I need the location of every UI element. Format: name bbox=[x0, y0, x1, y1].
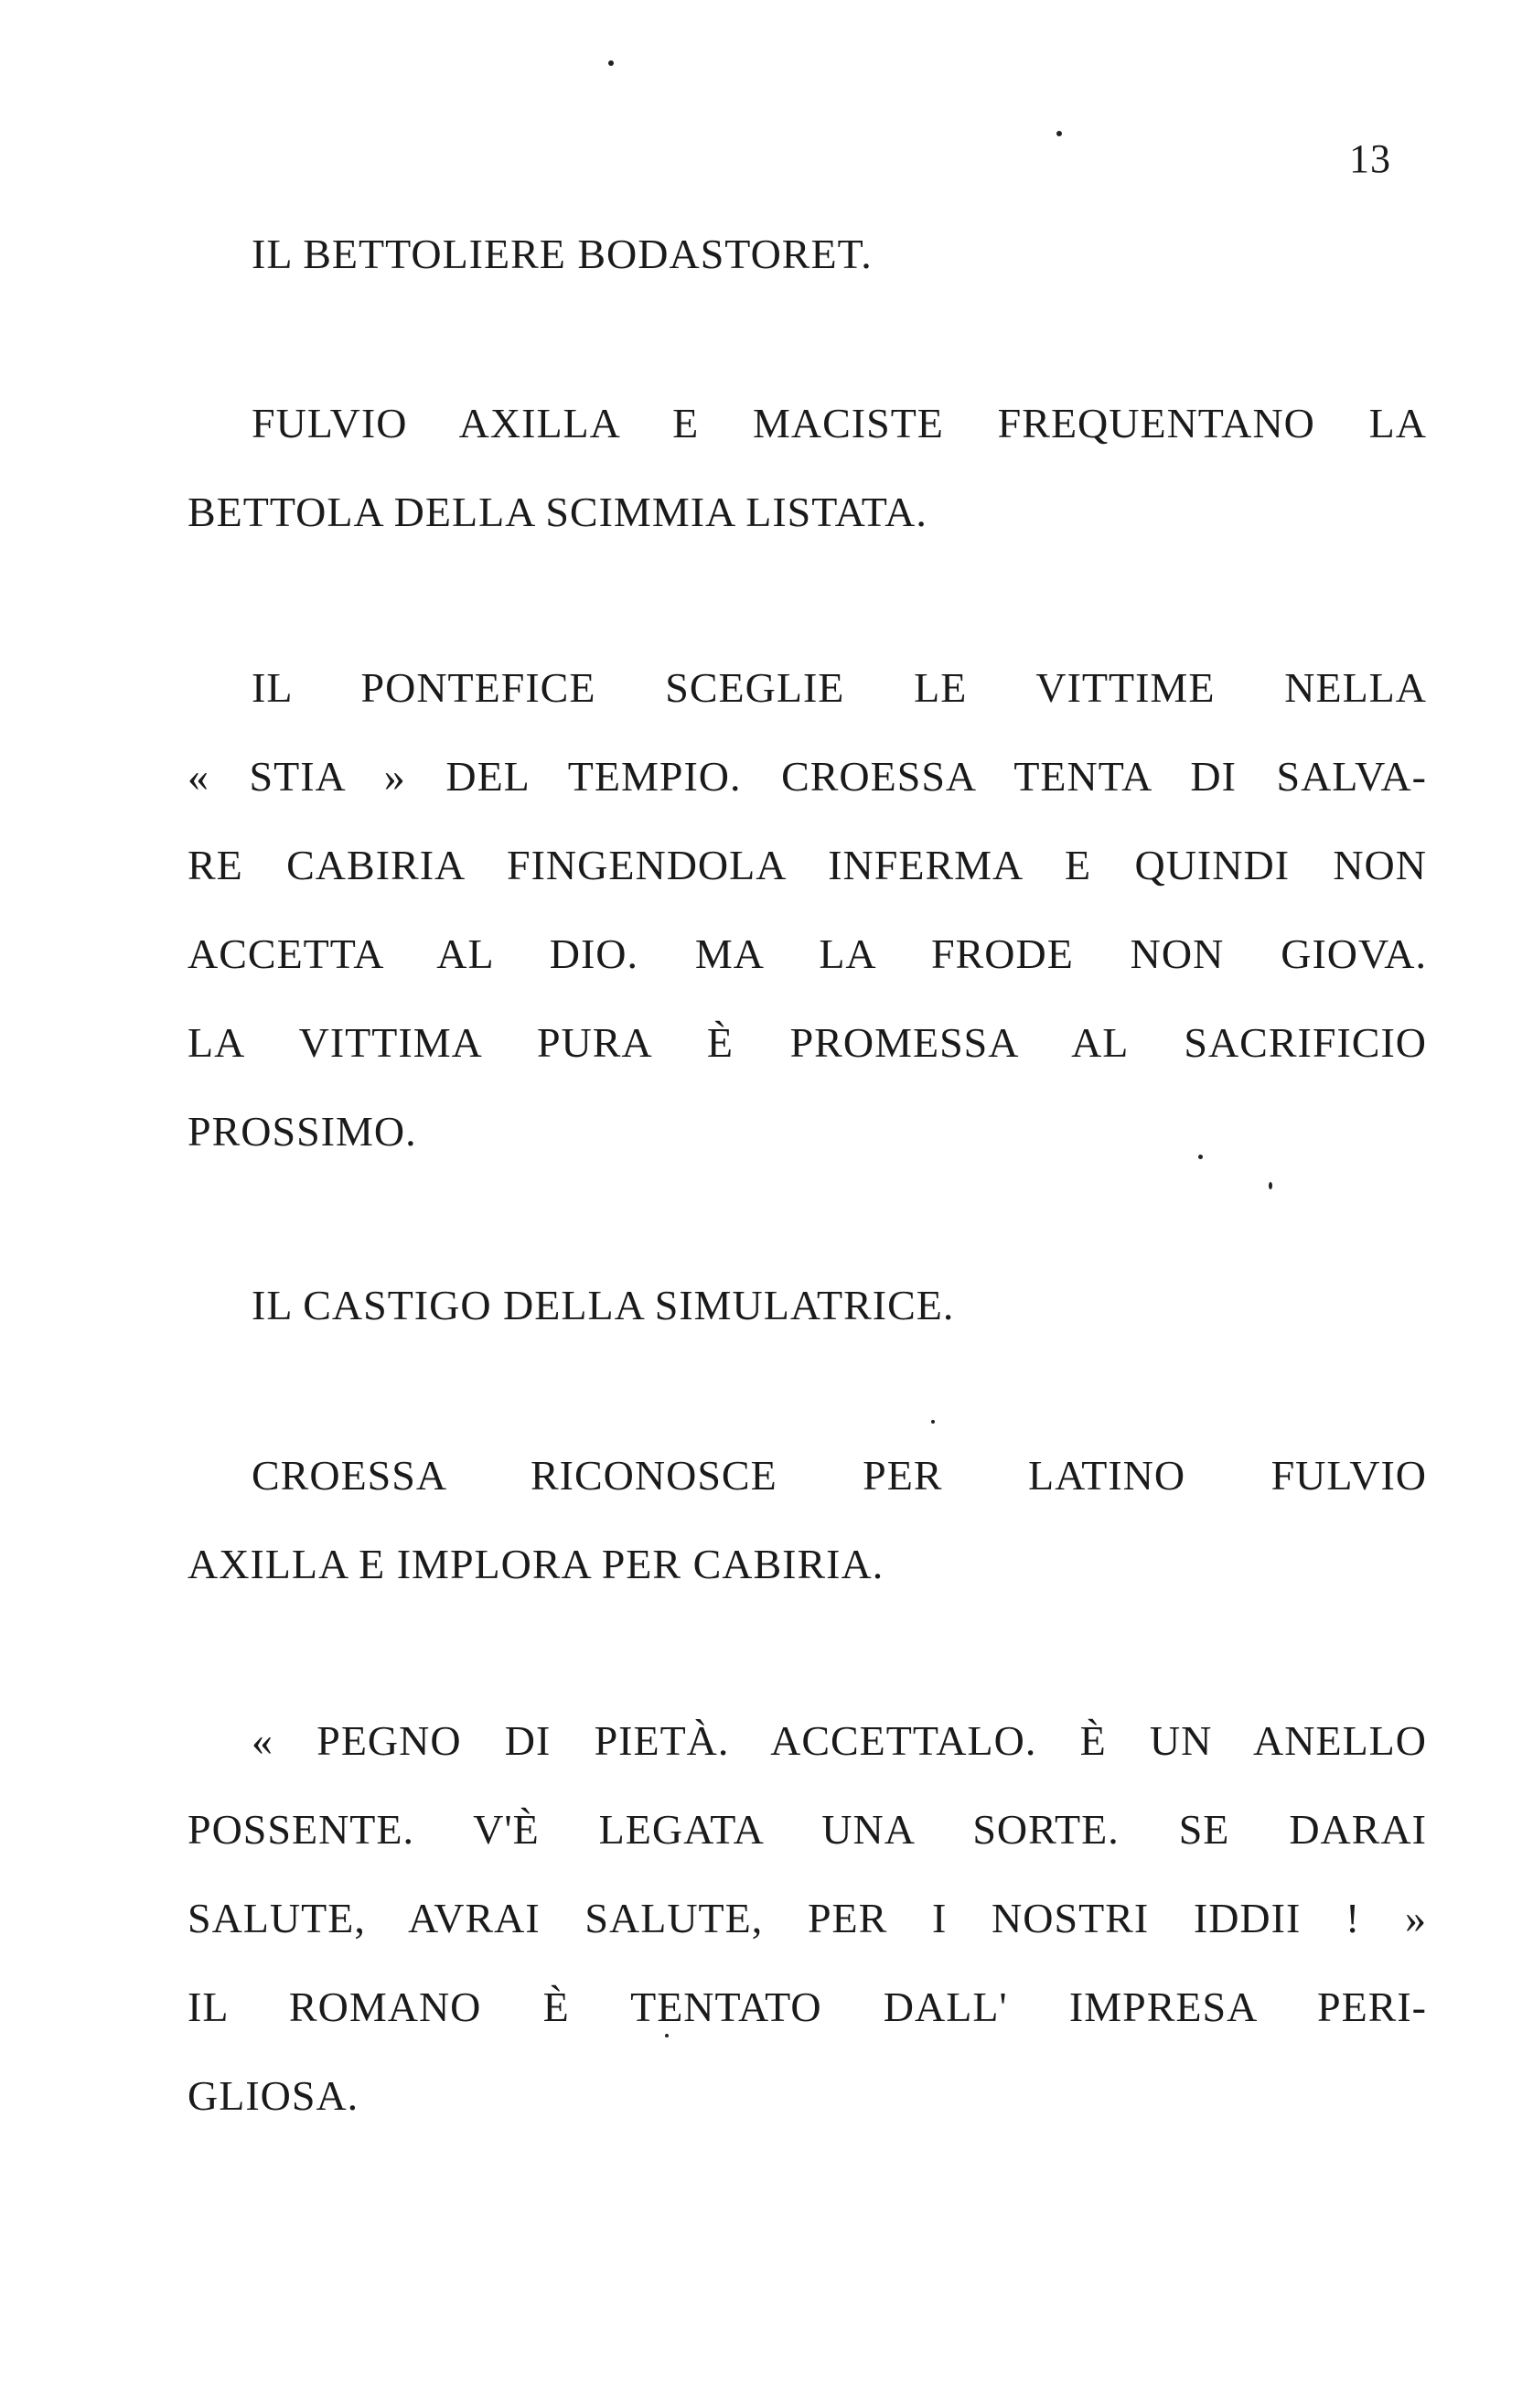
scan-speck bbox=[1056, 131, 1062, 136]
paragraph-line: BETTOLA DELLA SCIMMIA LISTATA. bbox=[188, 489, 927, 535]
paragraph-line: FULVIO AXILLA E MACISTE FREQUENTANO LA bbox=[252, 400, 1427, 446]
paragraph-line: CROESSA RICONOSCE PER LATINO FULVIO bbox=[252, 1452, 1427, 1499]
paragraph-line: LA VITTIMA PURA È PROMESSA AL SACRIFICIO bbox=[188, 1019, 1427, 1066]
paragraph-line: ACCETTA AL DIO. MA LA FRODE NON GIOVA. bbox=[188, 930, 1427, 977]
paragraph-line: « STIA » DEL TEMPIO. CROESSA TENTA DI SALVA- bbox=[188, 753, 1427, 800]
paragraph-line: AXILLA E IMPLORA PER CABIRIA. bbox=[188, 1541, 884, 1587]
section-title: IL CASTIGO DELLA SIMULATRICE. bbox=[252, 1282, 955, 1328]
paragraph-line: POSSENTE. V'È LEGATA UNA SORTE. SE DARAI bbox=[188, 1806, 1427, 1853]
scan-speck bbox=[665, 2034, 669, 2037]
section-title: IL BETTOLIERE BODASTORET. bbox=[252, 231, 873, 277]
scan-speck bbox=[608, 60, 614, 66]
paragraph-line: PROSSIMO. bbox=[188, 1108, 417, 1155]
paragraph-line: GLIOSA. bbox=[188, 2072, 359, 2119]
page-number: 13 bbox=[1349, 136, 1391, 181]
paragraph-line: RE CABIRIA FINGENDOLA INFERMA E QUINDI NON bbox=[188, 842, 1427, 888]
scan-speck bbox=[1198, 1155, 1203, 1159]
scan-speck bbox=[931, 1420, 935, 1424]
paragraph-line: IL PONTEFICE SCEGLIE LE VITTIME NELLA bbox=[252, 664, 1427, 711]
paragraph-line: SALUTE, AVRAI SALUTE, PER I NOSTRI IDDII ! » bbox=[188, 1895, 1427, 1941]
scan-speck bbox=[1269, 1182, 1272, 1189]
paragraph-line: « PEGNO DI PIETÀ. ACCETTALO. È UN ANELLO bbox=[252, 1717, 1427, 1764]
paragraph-line: IL ROMANO È TENTATO DALL' IMPRESA PERI- bbox=[188, 1983, 1427, 2030]
